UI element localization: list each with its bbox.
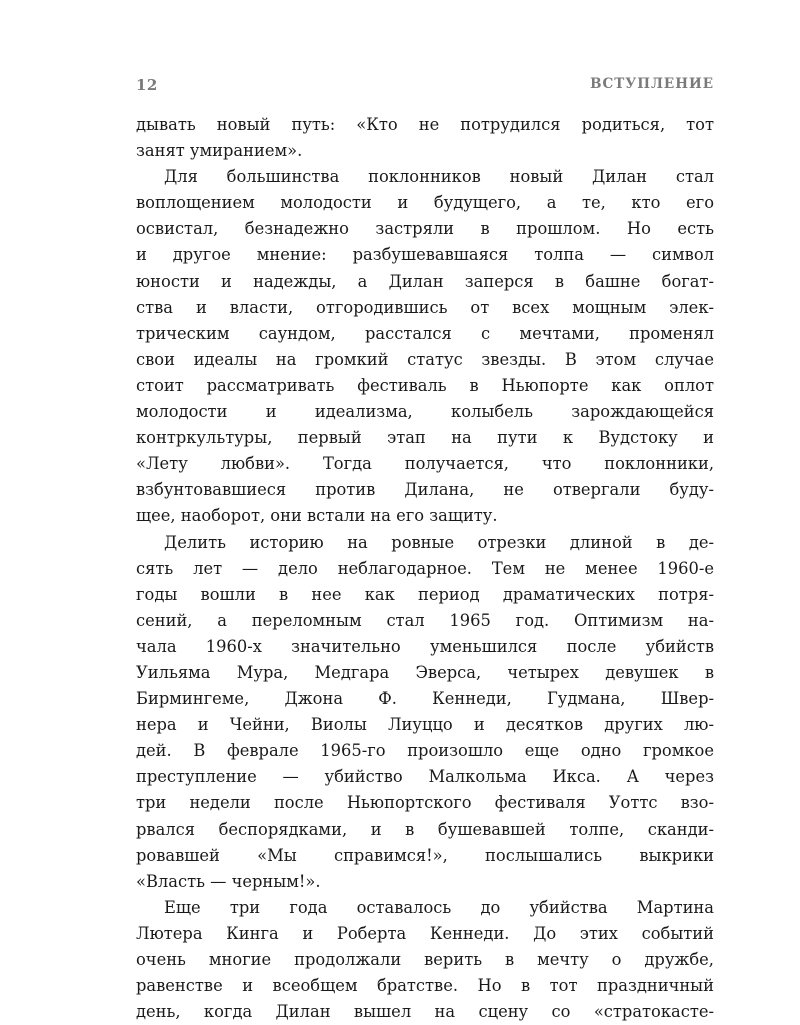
text-line: сений, а переломным стал 1965 год. Оптимизм на-	[136, 610, 714, 630]
text-line: день, когда Дилан вышел на сцену со «стратокасте-	[136, 1002, 714, 1022]
text-line: дывать новый путь: «Кто не потрудился родиться, тот	[136, 115, 714, 134]
text-line: занят умиранием».	[136, 141, 303, 161]
text-line: юности и надежды, а Дилан заперся в башне богат-	[136, 271, 714, 291]
paragraph	[136, 164, 714, 529]
page-number: 12	[136, 76, 158, 94]
text-line: ровавшей «Мы справимся!», послышались выкрики	[136, 845, 714, 865]
text-line: контркультуры, первый этап на пути к Вудстоку и	[136, 428, 714, 448]
text-line: «Власть — черным!».	[136, 871, 321, 891]
text-line: нера и Чейни, Виолы Лиуццо и десятков других лю-	[136, 715, 714, 735]
text-line: трическим саундом, расстался с мечтами, променял	[136, 323, 714, 343]
text-line: преступление — убийство Малкольма Икса. А через	[136, 767, 714, 787]
text-line: чала 1960-х значительно уменьшился после убийств	[136, 636, 714, 656]
text-line: Еще три года оставалось до убийства Мартина	[164, 897, 714, 917]
text-line: и другое мнение: разбушевавшаяся толпа — символ	[136, 245, 714, 265]
text-line: «Лету любви». Тогда получается, что поклонники,	[136, 454, 714, 474]
text-line: щее, наоборот, они встали на его защиту.	[136, 506, 498, 526]
paragraph	[136, 112, 714, 164]
text-line: взбунтовавшиеся против Дилана, не отвергали буду-	[136, 480, 714, 500]
text-line: Делить историю на ровные отрезки длиной в де-	[164, 532, 714, 552]
text-line: стоит рассматривать фестиваль в Ньюпорте как оплот	[136, 375, 714, 395]
text-line: ства и власти, отгородившись от всех мощным элек-	[136, 297, 714, 317]
text-line: рвался беспорядками, и в бушевавшей толпе, сканди-	[136, 819, 714, 839]
text-line: Бирмингеме, Джона Ф. Кеннеди, Гудмана, Швер-	[136, 689, 714, 709]
running-head	[136, 76, 714, 100]
body-text	[136, 112, 714, 1025]
text-line: молодости и идеализма, колыбель зарождающейся	[136, 402, 714, 422]
section-title: ВСТУПЛЕНИЕ	[590, 76, 714, 92]
text-line: дей. В феврале 1965-го произошло еще одно громкое	[136, 741, 714, 761]
paragraph	[136, 530, 714, 895]
text-line: годы вошли в нее как период драматических потря-	[136, 584, 714, 604]
text-line: свои идеалы на громкий статус звезды. В этом случае	[136, 349, 714, 369]
text-line: равенстве и всеобщем братстве. Но в тот праздничный	[136, 976, 714, 996]
text-line: Для большинства поклонников новый Дилан стал	[164, 167, 714, 187]
text-line: воплощением молодости и будущего, а те, кто его	[136, 193, 714, 213]
text-line: освистал, безнадежно застряли в прошлом. Но есть	[136, 219, 714, 239]
paragraph	[136, 895, 714, 1025]
text-line: сять лет — дело неблагодарное. Тем не менее 1960-е	[136, 558, 714, 578]
text-line: три недели после Ньюпортского фестиваля Уоттс взо-	[136, 793, 714, 813]
text-line: Лютера Кинга и Роберта Кеннеди. До этих событий	[136, 923, 714, 943]
text-line: очень многие продолжали верить в мечту о дружбе,	[136, 950, 714, 969]
text-line: Уильяма Мура, Медгара Эверса, четырех девушек в	[136, 662, 714, 682]
